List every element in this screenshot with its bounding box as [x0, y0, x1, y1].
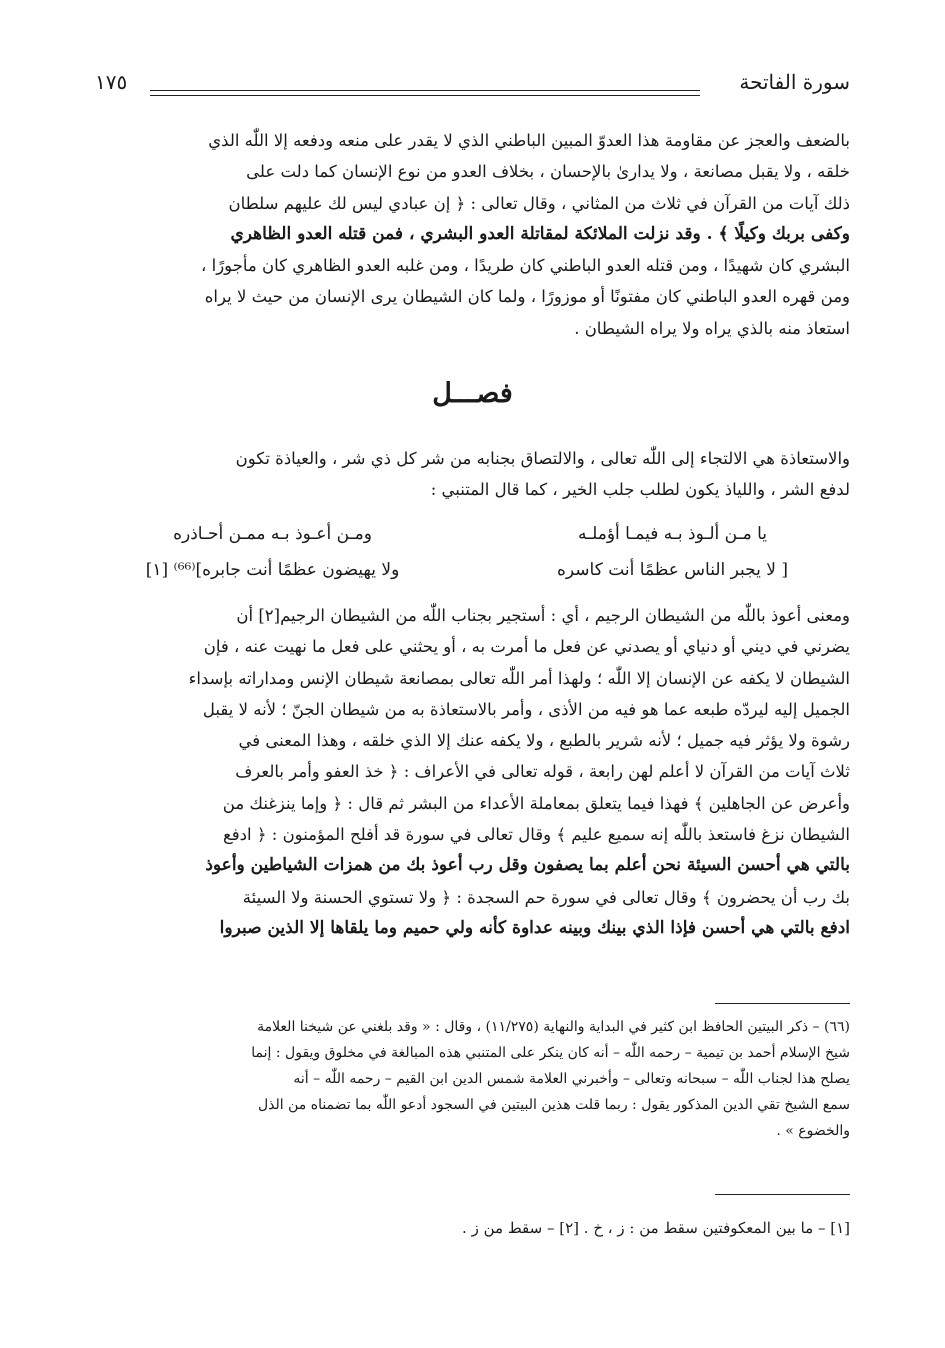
text-line: رشوة ولا يؤثر فيه جميل ؛ لأنه شرير بالطبع ، ولا يكفه عنك إلا الذي خلقه ، وهذا المعنى في [238, 731, 850, 751]
text-line: الجميل إليه ليردّه طبعه عما هو فيه من الأذى ، وأمر بالاستعاذة به من شيطان الجنّ ؛ لأنه لا يقبل [202, 699, 850, 719]
header-rule-thin [150, 95, 700, 96]
poem-verse [95, 524, 850, 558]
verse-second-hemistich: ومـن أعـوذ بـه ممـن أحـاذره [173, 524, 372, 544]
footnote-66 [95, 1014, 850, 1144]
text-line: بالضعف والعجز عن مقاومة هذا العدوّ المبين الباطني الذي لا يقدر على منعه ودفعه إلا اللّٰه الذي [208, 131, 850, 150]
text-line: لدفع الشر ، واللياذ يكون لطلب جلب الخير ، كما قال المتنبي : [430, 480, 850, 500]
footnote-line: والخضوع » . [776, 1123, 850, 1139]
page-number: ١٧٥ [95, 70, 128, 94]
text-line: وكفى بربك وكيلًا ﴾ . وقد نزلت الملائكة لمقاتلة العدو البشري ، فمن قتله العدو الظاهري [230, 223, 850, 244]
text-line: البشري كان شهيدًا ، ومن قتله العدو الباطني كان طريدًا ، ومن غلبه العدو الظاهري كان مأجورًا ، [201, 256, 850, 276]
footnote-line: سمع الشيخ تقي الدين المذكور يقول : ربما قلت هذين البيتين في السجود أدعو اللّٰه بما تضمناه من الذل [258, 1097, 850, 1113]
text-line: الشيطان لا يكفه عن الإنسان إلا اللّٰه ؛ ولهذا أمر اللّٰه تعالى بمصانعة شيطان الإنس ومداراته بإسداء [188, 668, 850, 688]
text-line: بك رب أن يحضرون ﴾ وقال تعالى في سورة حم السجدة : ﴿ ولا تستوي الحسنة ولا السيئة [242, 887, 850, 907]
text-line: ومن قهره العدو الباطني كان مفتونًا أو موزورًا ، ولما كان الشيطان يرى الإنسان من حيث لا يراه [204, 287, 850, 307]
verse-second-hemistich: ولا يهيضون عظمًا أنت جابره]⁽⁶⁶⁾ [١] [145, 560, 400, 580]
variant-note-line: [١] – ما بين المعكوفتين سقط من : ز ، خ . [٢] – سقط من ز . [462, 1219, 850, 1237]
text-line: ومعنى أعوذ باللّٰه من الشيطان الرجيم ، أي : أستجير بجناب اللّٰه من الشيطان الرجيم[٢] أن [236, 606, 850, 625]
text-line: ثلاث آيات من القرآن لا أعلم لهن رابعة ، قوله تعالى في الأعراف : ﴿ خذ العفو وأمر بالعرف [235, 762, 850, 782]
verse-first-hemistich: [ لا يجبر الناس عظمًا أنت كاسره [557, 560, 788, 580]
intro-paragraph [95, 125, 850, 344]
surah-title: سورة الفاتحة [739, 70, 850, 94]
verse-first-hemistich: يا مـن ألـوذ بـه فيمـا أؤملـه [577, 524, 768, 544]
definition-paragraph [95, 443, 850, 506]
footnote-line: (٦٦) – ذكر البيتين الحافظ ابن كثير في البداية والنهاية (١١/٢٧٥) ، وقال : « وقد بلغني عن شيخنا العلامة [257, 1019, 850, 1035]
body-paragraph [95, 600, 850, 944]
poem-verse [95, 560, 850, 594]
variants-separator [715, 1194, 850, 1195]
header-rule [150, 90, 700, 91]
footnote-line: شيخ الإسلام أحمد بن تيمية – رحمه اللّٰه – أنه كان ينكر على المتنبي هذه المبالغة في مخلوق ويقول : إنما [251, 1045, 850, 1061]
text-line: ذلك آيات من القرآن في ثلاث من المثاني ، وقال تعالى : ﴿ إن عبادي ليس لك عليهم سلطان [228, 193, 850, 213]
text-line: ادفع بالتي هي أحسن فإذا الذي بينك وبينه عداوة كأنه ولي حميم وما يلقاها إلا الذين صبروا [219, 917, 850, 938]
text-line: بالتي هي أحسن السيئة نحن أعلم بما يصفون وقل رب أعوذ بك من همزات الشياطين وأعوذ [205, 855, 850, 876]
text-line: الشيطان نزغ فاستعذ باللّٰه إنه سميع عليم ﴾ وقال تعالى في سورة قد أفلح المؤمنون : ﴿ ادفع [223, 825, 850, 845]
footnote-line: يصلح هذا لجناب اللّٰه – سبحانه وتعالى – وأخبرني العلامة شمس الدين ابن القيم – رحمه اللّٰه – أنه [293, 1071, 850, 1087]
text-line: يضرني في ديني أو دنياي أو يصدني عن فعل ما أمرت به ، أو يحثني على فعل ما نهيت عنه ، فإن [203, 637, 850, 657]
text-line: استعاذ منه بالذي يراه ولا يراه الشيطان . [574, 318, 850, 338]
footnote-separator [715, 1003, 850, 1004]
page-header [95, 70, 850, 104]
text-line: والاستعاذة هي الالتجاء إلى اللّٰه تعالى ، والالتصاق بجنابه من شر كل ذي شر ، والعياذة تكون [235, 449, 850, 468]
text-line: خلقه ، ولا يقبل مصانعة ، ولا يدارىٰ بالإحسان ، بخلاف العدو من نوع الإنسان كما دلت على [246, 162, 850, 182]
section-heading: فصـــل [432, 378, 513, 409]
text-line: وأعرض عن الجاهلين ﴾ فهذا فيما يتعلق بمعاملة الأعداء من البشر ثم قال : ﴿ وإما ينزغنك من [222, 793, 850, 813]
manuscript-variants-note [95, 1215, 850, 1241]
